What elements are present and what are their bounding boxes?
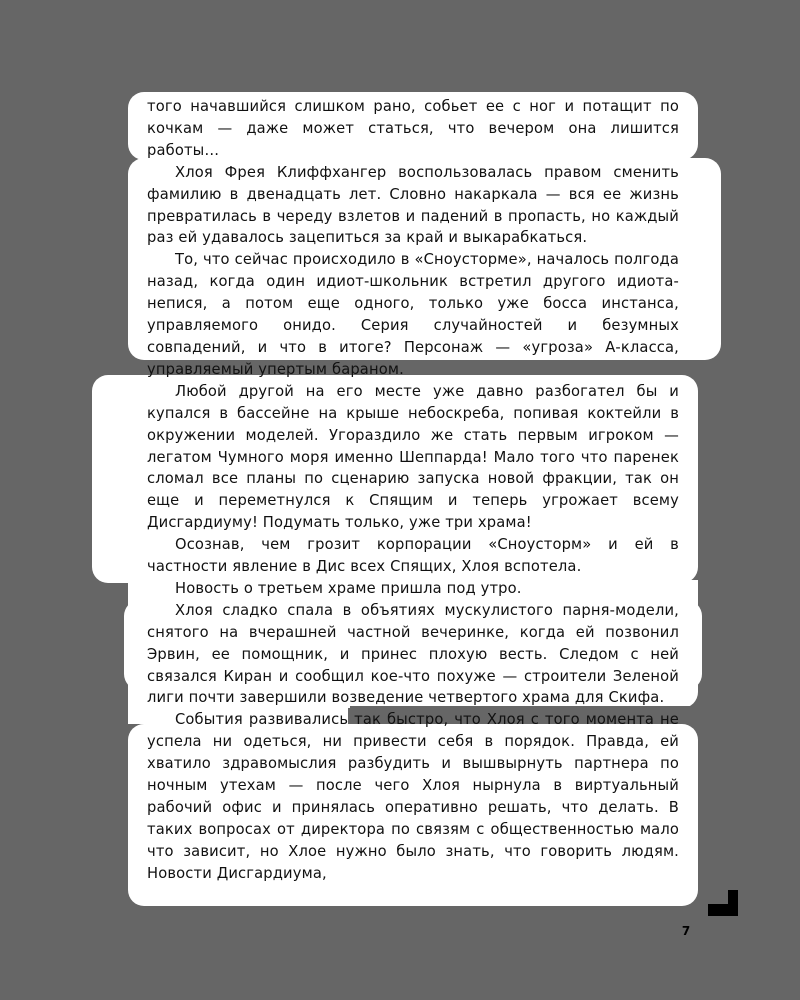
paragraph: События развивались так быстро, что Хлоя с того момента не успела ни одеться, ни привести себя в порядок. Правда, ей хватило здравомыслия разбудить и вышвырнуть партнера по ночным утехам — после чего Хлоя нырнула в виртуальный рабочий офис и принялась оперативно решать, что делать. В таких вопросах от директора по связям с общественностью мало что зависит, но Хлое нужно было знать, что говорить людям. Новости Дисгардиума, [147, 711, 679, 882]
page-text [147, 96, 679, 885]
paragraph: Любой другой на его месте уже давно разбогател бы и купался в бассейне на крыше небоскреба, попивая коктейли в окружении моделей. Угораздило же стать первым игроком — легатом Чумного моря именно Шеппарда! Мало того что паренек сломал все планы по сценарию запуска новой фракции, так он еще и переметнулся к Спящим и теперь угрожает всему Дисгардиуму! Подумать только, уже три храма! [147, 382, 679, 532]
paragraph: Хлоя сладко спала в объятиях мускулистого парня-модели, снятого на вчерашней частной вечеринке, когда ей позвонил Эрвин, ее помощник, и принес плохую весть. Следом с ней связался Киран и сообщил кое-что похуже — строители Зеленой лиги почти завершили возведение четвертого храма для Скифа. [147, 601, 679, 707]
corner-bracket-icon [708, 890, 738, 916]
paragraph: То, что сейчас происходило в «Сноусторме», началось полгода назад, когда один идиот-школьник встретил другого идиота-непися, а потом еще одного, только уже босса инстанса, управляемого онидо. Серия случайностей и безумных совпадений, и что в итоге? Персонаж — «угроза» А-класса, управляемый упертым бараном. [147, 251, 679, 378]
panel-gap [698, 360, 728, 380]
paragraph: Хлоя Фрея Клиффхангер воспользовалась правом сменить фамилию в двенадцать лет. Словно накаркала — вся ее жизнь превратилась в череду взлетов и падений в пропасть, но каждый раз ей удавалось зацепиться за край и выкарабкаться. [147, 163, 679, 247]
paragraph: Новость о третьем храме пришла под утро. [175, 579, 522, 597]
paragraph: того начавшийся слишком рано, собьет ее с ног и потащит по кочкам — даже может статься, что вечером она лишится работы… [147, 98, 679, 159]
page-number: 7 [681, 924, 691, 938]
paragraph: Осознав, чем грозит корпорации «Сноусторм» и ей в частности явление в Дис всех Спящих, Хлоя вспотела. [147, 536, 679, 576]
